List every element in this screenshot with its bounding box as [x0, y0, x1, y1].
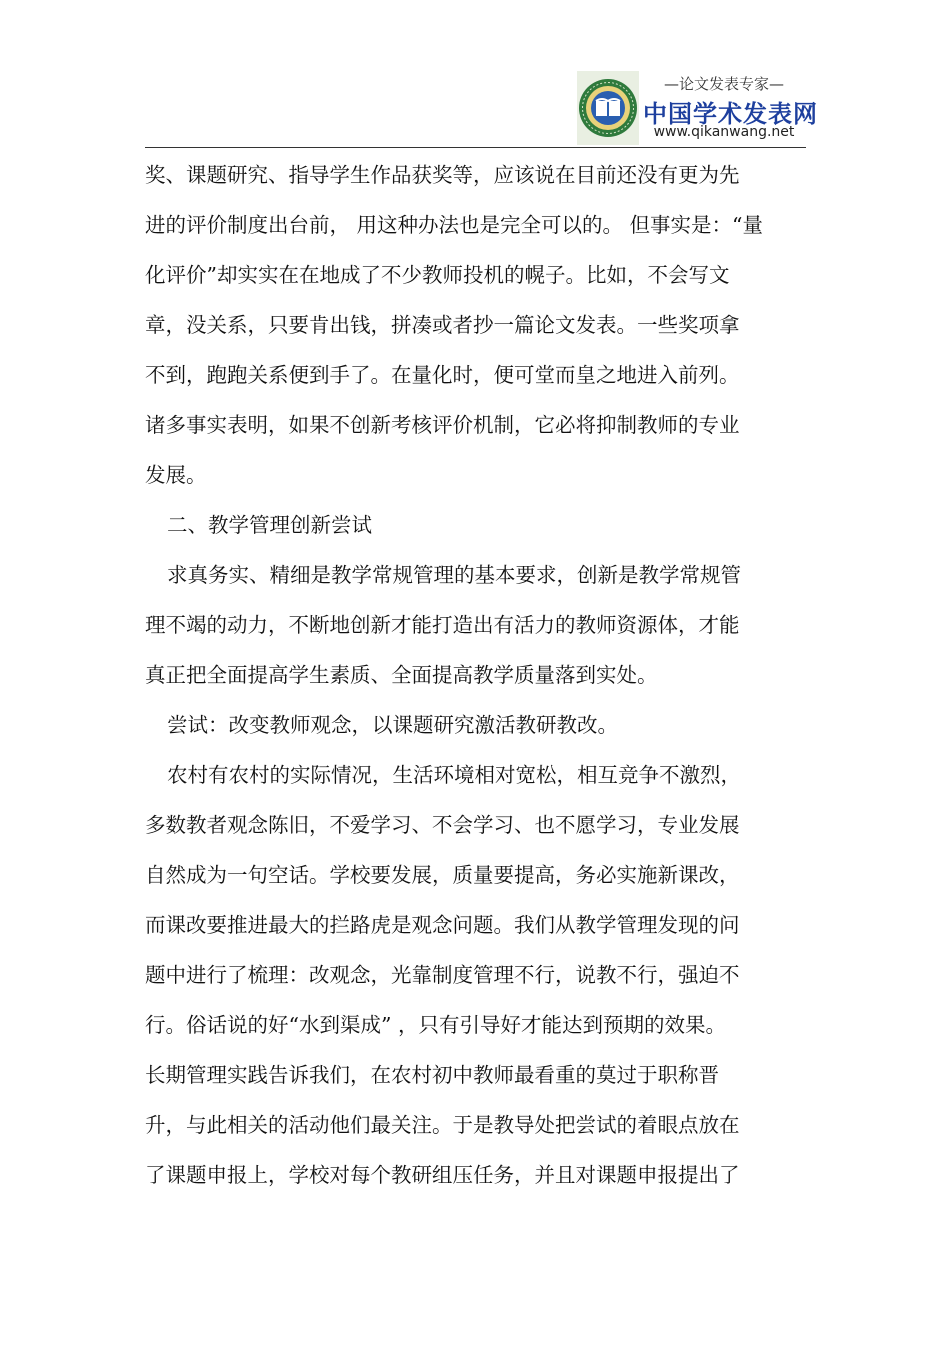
text-line: 真正把全面提高学生素质、全面提高教学质量落到实处。: [145, 663, 658, 687]
text-line: 章，没关系，只要肯出钱，拼凑或者抄一篇论文发表。一些奖项拿: [145, 313, 740, 337]
text-line: 长期管理实践告诉我们，在农村初中教师最看重的莫过于职称晋: [145, 1063, 719, 1087]
logo-name: 中国学术发表网: [643, 100, 818, 128]
text-line: 农村有农村的实际情况，生活环境相对宽松，相互竞争不激烈，: [167, 763, 741, 787]
text-line: 了课题申报上，学校对每个教研组压任务，并且对课题申报提出了: [145, 1163, 740, 1187]
text-line: 而课改要推进最大的拦路虎是观念问题。我们从教学管理发现的问: [145, 913, 740, 937]
text-line: 多数教者观念陈旧，不爱学习、不会学习、也不愿学习，专业发展: [145, 813, 740, 837]
text-line: 求真务实、精细是教学常规管理的基本要求，创新是教学常规管: [167, 563, 741, 587]
text-line: 化评价”却实实在在地成了不少教师投机的幌子。比如，不会写文: [145, 263, 730, 287]
text-line: 不到，跑跑关系便到手了。在量化时，便可堂而皇之地进入前列。: [145, 363, 740, 387]
logo-tagline: —论文发表专家—: [663, 75, 784, 93]
text-line: 题中进行了梳理：改观念，光靠制度管理不行，说教不行，强迫不: [145, 963, 740, 987]
text-line: 尝试：改变教师观念，以课题研究激活教研教改。: [167, 713, 618, 737]
text-line: 二、教学管理创新尝试: [167, 513, 372, 537]
seal-icon: [577, 71, 639, 145]
text-line: 进的评价制度出台前， 用这种办法也是完全可以的。 但事实是：“量: [145, 213, 764, 237]
text-line: 理不竭的动力，不断地创新才能打造出有活力的教师资源体，才能: [145, 613, 740, 637]
text-line: 自然成为一句空话。学校要发展，质量要提高，务必实施新课改，: [145, 863, 740, 887]
text-line: 诸多事实表明，如果不创新考核评价机制，它必将抑制教师的专业: [145, 413, 740, 437]
text-line: 行。俗话说的好“水到渠成” ，只有引导好才能达到预期的效果。: [145, 1013, 726, 1037]
text-line: 奖、课题研究、指导学生作品获奖等，应该说在目前还没有更为先: [145, 163, 740, 187]
header-divider: [145, 147, 806, 148]
text-line: 发展。: [145, 463, 207, 487]
text-line: 升，与此相关的活动他们最关注。于是教导处把尝试的着眼点放在: [145, 1113, 740, 1137]
document-body: [145, 150, 800, 1200]
site-logo: [577, 71, 818, 145]
logo-url: www.qikanwang.net: [653, 124, 795, 140]
